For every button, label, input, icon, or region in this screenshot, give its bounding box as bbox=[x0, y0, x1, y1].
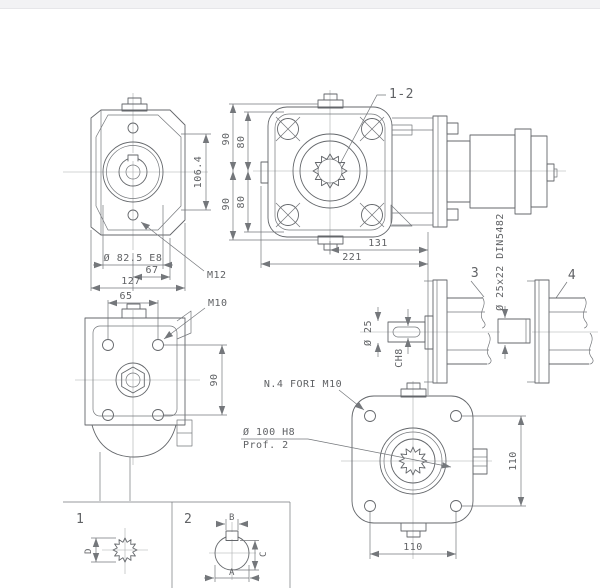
flange-view bbox=[241, 379, 487, 537]
dim-a: A bbox=[229, 568, 235, 578]
dim-131: 131 bbox=[368, 238, 388, 249]
callout-m12: M12 bbox=[207, 270, 227, 281]
callout-1-2: 1-2 bbox=[389, 87, 414, 102]
dim-80-lower: 80 bbox=[236, 195, 247, 209]
callout-spline-din5482: Ø 25x22 DIN5482 bbox=[495, 213, 506, 311]
shaft-option-4-view bbox=[494, 213, 593, 383]
dim-67: 67 bbox=[145, 265, 159, 276]
dim-221: 221 bbox=[342, 252, 362, 263]
label-detail-2: 2 bbox=[184, 512, 193, 527]
shaft-option-3-view bbox=[362, 266, 491, 383]
dim-65: 65 bbox=[119, 291, 133, 302]
label-option-4: 4 bbox=[567, 268, 577, 283]
centerlines bbox=[63, 90, 598, 580]
dim-b: B bbox=[229, 513, 235, 523]
detail-cell-1 bbox=[76, 512, 137, 562]
dim-127: 127 bbox=[121, 276, 141, 287]
dim-pilot-82-5: Ø 82.5 E8 bbox=[103, 253, 163, 264]
dim-106-4: 106.4 bbox=[193, 155, 204, 189]
shaft-end-view bbox=[91, 98, 185, 235]
dim-diameter-25: Ø 25 bbox=[363, 319, 374, 347]
label-option-3: 3 bbox=[470, 266, 480, 281]
dim-90-upper: 90 bbox=[221, 132, 232, 146]
shaft-end-view-dimensions bbox=[91, 134, 211, 339]
callout-pilot-prof-2: Prof. 2 bbox=[243, 440, 289, 451]
label-detail-1: 1 bbox=[76, 512, 85, 527]
callout-n4-fori-m10: N.4 FORI M10 bbox=[263, 379, 343, 390]
side-view bbox=[85, 304, 192, 501]
dim-90-lower: 90 bbox=[221, 197, 232, 211]
dim-110-vertical: 110 bbox=[508, 451, 519, 471]
detail-cell-2 bbox=[184, 512, 269, 582]
thread-callouts bbox=[141, 222, 228, 339]
callout-ch8: CH8 bbox=[394, 348, 405, 368]
dim-d: D bbox=[84, 548, 94, 554]
dim-80-upper: 80 bbox=[236, 135, 247, 149]
dim-c: C bbox=[259, 551, 269, 557]
front-view bbox=[261, 87, 557, 250]
dim-90-side: 90 bbox=[209, 373, 220, 387]
dim-110-horizontal: 110 bbox=[403, 542, 423, 553]
callout-m10: M10 bbox=[208, 298, 228, 309]
callout-pilot-100-h8: Ø 100 H8 bbox=[243, 427, 296, 438]
output-shaft bbox=[433, 116, 557, 227]
detail-table bbox=[63, 502, 290, 588]
